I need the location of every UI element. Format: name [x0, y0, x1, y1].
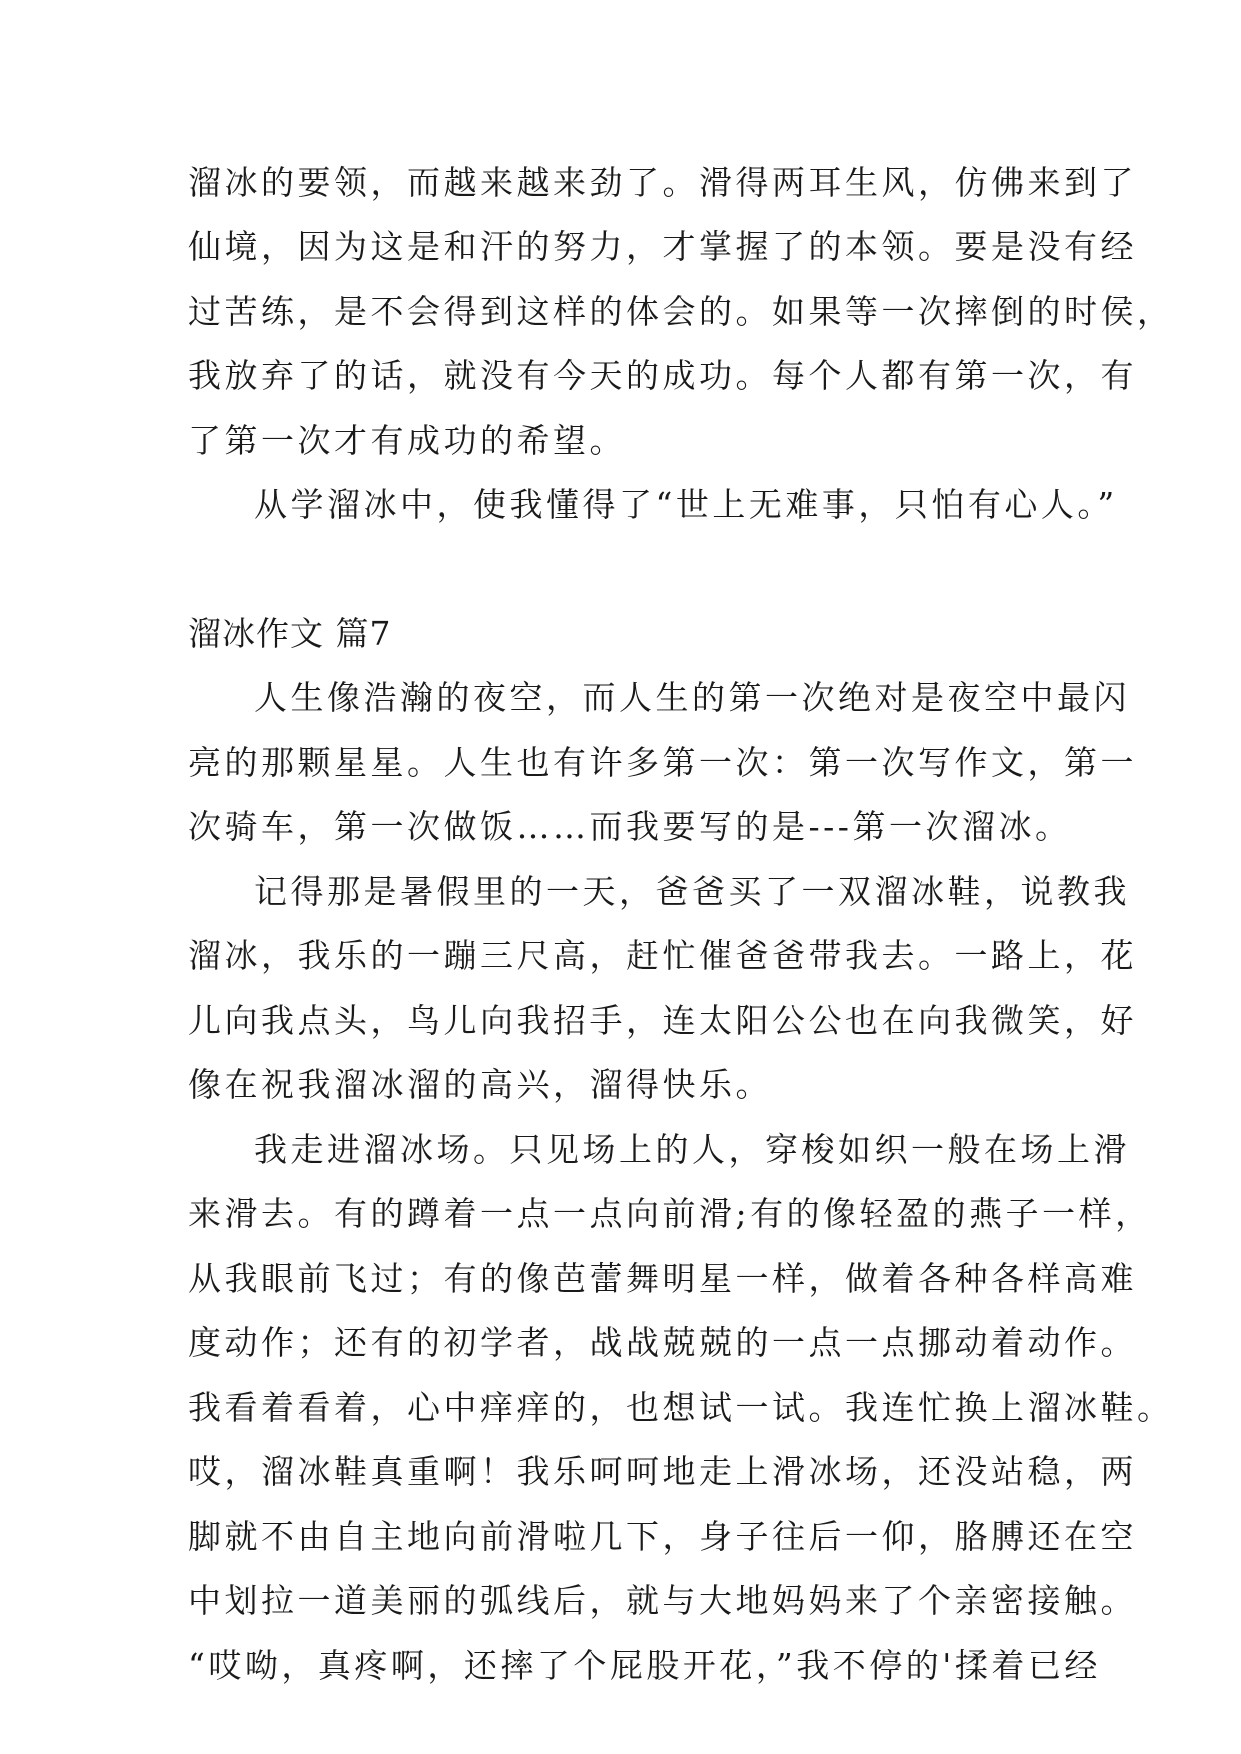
text-line: “哎呦，真疼啊，还摔了个屁股开花，”我不停的'揉着已经: [188, 1646, 1101, 1685]
conclusion-line: 从学溜冰中，使我懂得了“世上无难事，只怕有心人。”: [254, 485, 1118, 524]
text-line: 儿向我点头，鸟儿向我招手，连太阳公公也在向我微笑，好: [188, 1001, 1137, 1040]
text-line: 来滑去。有的蹲着一点一点向前滑;有的像轻盈的燕子一样，: [188, 1194, 1152, 1233]
text-line: 人生像浩瀚的夜空，而人生的第一次绝对是夜空中最闪: [254, 678, 1130, 717]
text-line: 亮的那颗星星。人生也有许多第一次：第一次写作文，第一: [188, 743, 1137, 782]
text-line: 哎，溜冰鞋真重啊！我乐呵呵地走上滑冰场，还没站稳，两: [188, 1452, 1137, 1491]
text-line: 仙境，因为这是和汗的努力，才掌握了的本领。要是没有经: [188, 227, 1137, 266]
text-line: 从我眼前飞过；有的像芭蕾舞明星一样，做着各种各样高难: [188, 1259, 1137, 1298]
text-line: 了第一次才有成功的希望。: [188, 421, 626, 460]
text-line: 像在祝我溜冰溜的高兴，溜得快乐。: [188, 1065, 772, 1104]
text-line: 我放弃了的话，就没有今天的成功。每个人都有第一次，有: [188, 356, 1137, 395]
text-line: 中划拉一道美丽的弧线后，就与大地妈妈来了个亲密接触。: [188, 1581, 1137, 1620]
text-line: 度动作；还有的初学者，战战兢兢的一点一点挪动着动作。: [188, 1323, 1137, 1362]
text-line: 脚就不由自主地向前滑啦几下，身子往后一仰，胳膊还在空: [188, 1517, 1137, 1556]
text-line: 次骑车，第一次做饭……而我要写的是---第一次溜冰。: [188, 807, 1072, 846]
text-line: 我走进溜冰场。只见场上的人，穿梭如织一般在场上滑: [254, 1130, 1130, 1169]
section-title: 溜冰作文 篇7: [188, 614, 392, 653]
text-line: 我看着看着，心中痒痒的，也想试一试。我连忙换上溜冰鞋。: [188, 1388, 1174, 1427]
text-line: 记得那是暑假里的一天，爸爸买了一双溜冰鞋，说教我: [254, 872, 1130, 911]
text-line: 过苦练，是不会得到这样的体会的。如果等一次摔倒的时侯，: [188, 292, 1174, 331]
text-line: 溜冰，我乐的一蹦三尺高，赶忙催爸爸带我去。一路上，花: [188, 936, 1137, 975]
text-line: 溜冰的要领，而越来越来劲了。滑得两耳生风，仿佛来到了: [188, 163, 1137, 202]
